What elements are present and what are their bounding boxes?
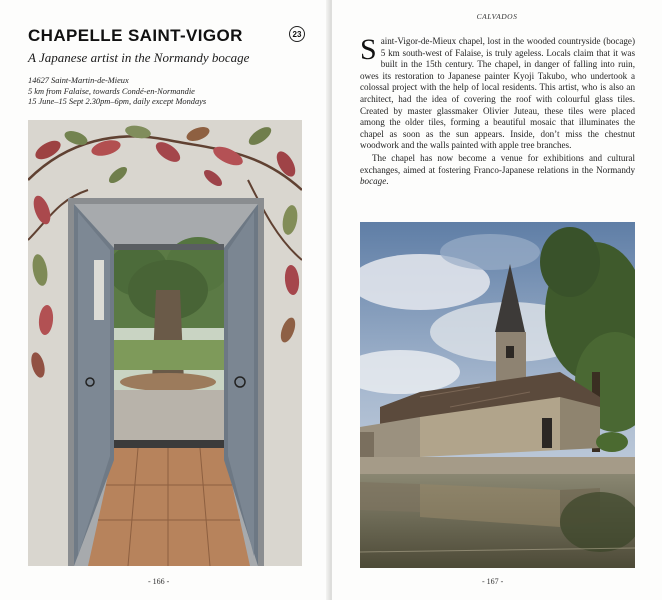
chapel-door-photo: [28, 120, 302, 566]
region-header: CALVADOS: [476, 12, 518, 21]
chapel-exterior-photo: [360, 222, 635, 568]
address-line: 14627 Saint-Martin-de-Mieux: [28, 76, 129, 85]
article-body: [360, 33, 635, 188]
page-subtitle: A Japanese artist in the Normandy bocage: [28, 50, 250, 65]
directions-line: 5 km from Falaise, towards Condé-en-Normandie: [28, 86, 195, 96]
drop-cap: S: [360, 33, 377, 66]
paragraph-2-end: .: [386, 176, 389, 187]
left-page: [0, 0, 330, 600]
left-page-number: - 166 -: [148, 577, 170, 586]
right-page: [332, 0, 662, 600]
practical-info: [28, 76, 308, 108]
right-page-number: - 167 -: [482, 577, 504, 586]
paragraph-1-text: aint-Vigor-de-Mieux chapel, lost in the wooded countryside (bocage) 5 km south-west of Falaise, is truly ageless. Locals claim that it was built in the 15th century. The chapel, in danger of falling into ruin, owes its restoration to Japanese painter Kyoji Takubo, who undertook a colossal project with the help of local residents. This artist, who is also an architect, had the idea of covering the roof with colourful glass tiles. Created by master glassmaker Olivier Juteau, these tiles were placed among the older tiles, forming a beautiful mosaic that illuminates the chapel as soon as the sun appears. Inside, don’t miss the chestnut woodwork and the walls painted with apple tree branches.: [360, 36, 635, 151]
paragraph-2-text: The chapel has now become a venue for exhibitions and cultural exchanges, aimed at fostering Franco-Japanese relations in the Normandy: [360, 152, 635, 175]
paragraph-1: [360, 33, 635, 152]
hours-line: 15 June–15 Sept 2.30pm–6pm, daily except Mondays: [28, 97, 207, 107]
page-title: CHAPELLE SAINT-VIGOR: [28, 26, 243, 45]
paragraph-2: [360, 153, 635, 188]
paragraph-2-italic: bocage: [360, 176, 387, 187]
entry-number-badge: 23: [289, 26, 305, 42]
